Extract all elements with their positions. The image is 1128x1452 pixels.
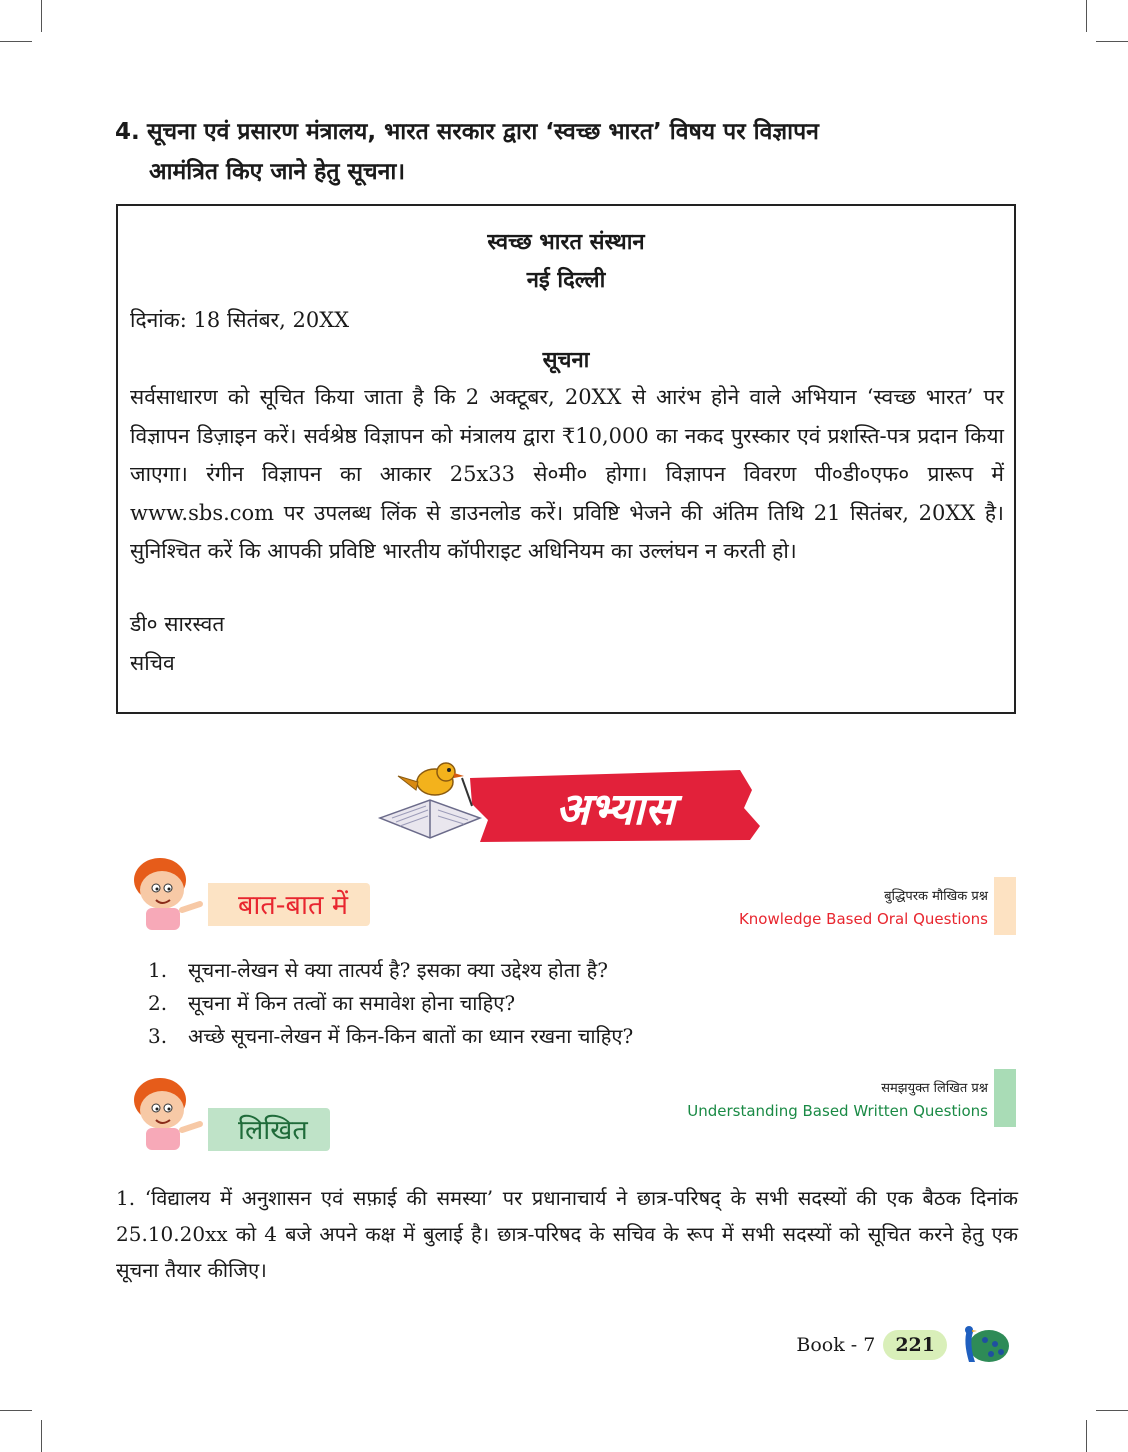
notice-date: दिनांक: 18 सितंबर, 20XX <box>130 308 350 332</box>
page-number: 221 <box>883 1330 947 1360</box>
written-question-number: 1. <box>116 1186 136 1210</box>
oral-question-list <box>148 954 633 1053</box>
question-line-1: सूचना एवं प्रसारण मंत्रालय, भारत सरकार द्वारा ‘स्वच्छ भारत’ विषय पर विज्ञापन <box>147 119 819 145</box>
boy-avatar-icon <box>126 1070 206 1150</box>
written-question-text: ‘विद्यालय में अनुशासन एवं सफ़ाई की समस्या’ पर प्रधानाचार्य ने छात्र-परिषद् के सभी सदस्यों की एक बैठक दिनांक 25.10.20xx को 4 बजे अपने कक्ष में बुलाई है। छात्र-परिषद के सचिव के रूप में सभी सदस्यों को सूचित करने हेतु एक सूचना तैयार कीजिए। <box>116 1186 1019 1282</box>
notice-box <box>116 204 1016 714</box>
oral-tag <box>208 883 370 926</box>
oral-accent-bar <box>994 877 1016 935</box>
question-number: 4. <box>115 119 140 145</box>
written-label-hindi: समझयुक्त लिखित प्रश्न <box>881 1081 988 1096</box>
peacock-icon <box>951 1322 1011 1368</box>
crop-mark <box>1096 1410 1128 1411</box>
crop-mark <box>41 1420 42 1452</box>
notice-org: स्वच्छ भारत संस्थान <box>487 229 645 255</box>
list-item: 1. सूचना-लेखन से क्या तात्पर्य है? इसका क्या उद्देश्य होता है? <box>148 958 608 982</box>
question-heading <box>115 112 1015 192</box>
bird-book-illustration <box>360 760 780 850</box>
oral-label <box>739 886 988 928</box>
crop-mark <box>0 1410 32 1411</box>
list-item: 2. सूचना में किन तत्वों का समावेश होना चाहिए? <box>148 991 516 1015</box>
crop-mark <box>1096 41 1128 42</box>
oral-tag-text: बात-बात में <box>238 890 349 921</box>
notice-city: नई दिल्ली <box>526 267 606 293</box>
written-label <box>687 1078 988 1120</box>
boy-avatar-icon <box>126 850 206 930</box>
written-tag <box>208 1108 330 1151</box>
crop-mark <box>41 0 42 32</box>
question-line-2: आमंत्रित किए जाने हेतु सूचना। <box>149 159 406 185</box>
crop-mark <box>0 41 32 42</box>
written-label-english: Understanding Based Written Questions <box>687 1102 988 1120</box>
notice-signatory: डी० सारस्वत <box>130 612 225 636</box>
notice-body: सर्वसाधारण को सूचित किया जाता है कि 2 अक्टूबर, 20XX से आरंभ होने वाले अभियान ‘स्वच्छ भारत’ पर विज्ञापन डिज़ाइन करें। सर्वश्रेष्ठ विज्ञापन को मंत्रालय द्वारा ₹10,000 का नकद पुरस्कार एवं प्रशस्ति-पत्र प्रदान किया जाएगा। रंगीन विज्ञापन का आकार 25x33 से०मी० होगा। विज्ञापन विवरण पी०डी०एफ० प्रारूप में www.sbs.com पर उपलब्ध लिंक से डाउनलोड करें। प्रविष्टि भेजने की अंतिम तिथि 21 सितंबर, 20XX है। सुनिश्चित करें कि आपकी प्रविष्टि भारतीय कॉपीराइट अधिनियम का उल्लंघन न करती हो। <box>130 385 1004 563</box>
exercise-banner <box>360 760 780 850</box>
page-footer <box>796 1322 1011 1368</box>
list-item: 3. अच्छे सूचना-लेखन में किन-किन बातों का ध्यान रखना चाहिए? <box>148 1024 634 1048</box>
notice-designation: सचिव <box>130 651 175 675</box>
banner-text: अभ्यास <box>555 784 675 835</box>
oral-label-hindi: बुद्धिपरक मौखिक प्रश्न <box>884 889 988 904</box>
oral-label-english: Knowledge Based Oral Questions <box>738 910 988 928</box>
written-accent-bar <box>994 1069 1016 1127</box>
crop-mark <box>1086 0 1087 32</box>
written-question <box>116 1180 1018 1288</box>
written-tag-text: लिखित <box>238 1115 308 1146</box>
notice-heading: सूचना <box>542 347 590 373</box>
book-label: Book - 7 <box>796 1334 876 1356</box>
crop-mark <box>1086 1420 1087 1452</box>
